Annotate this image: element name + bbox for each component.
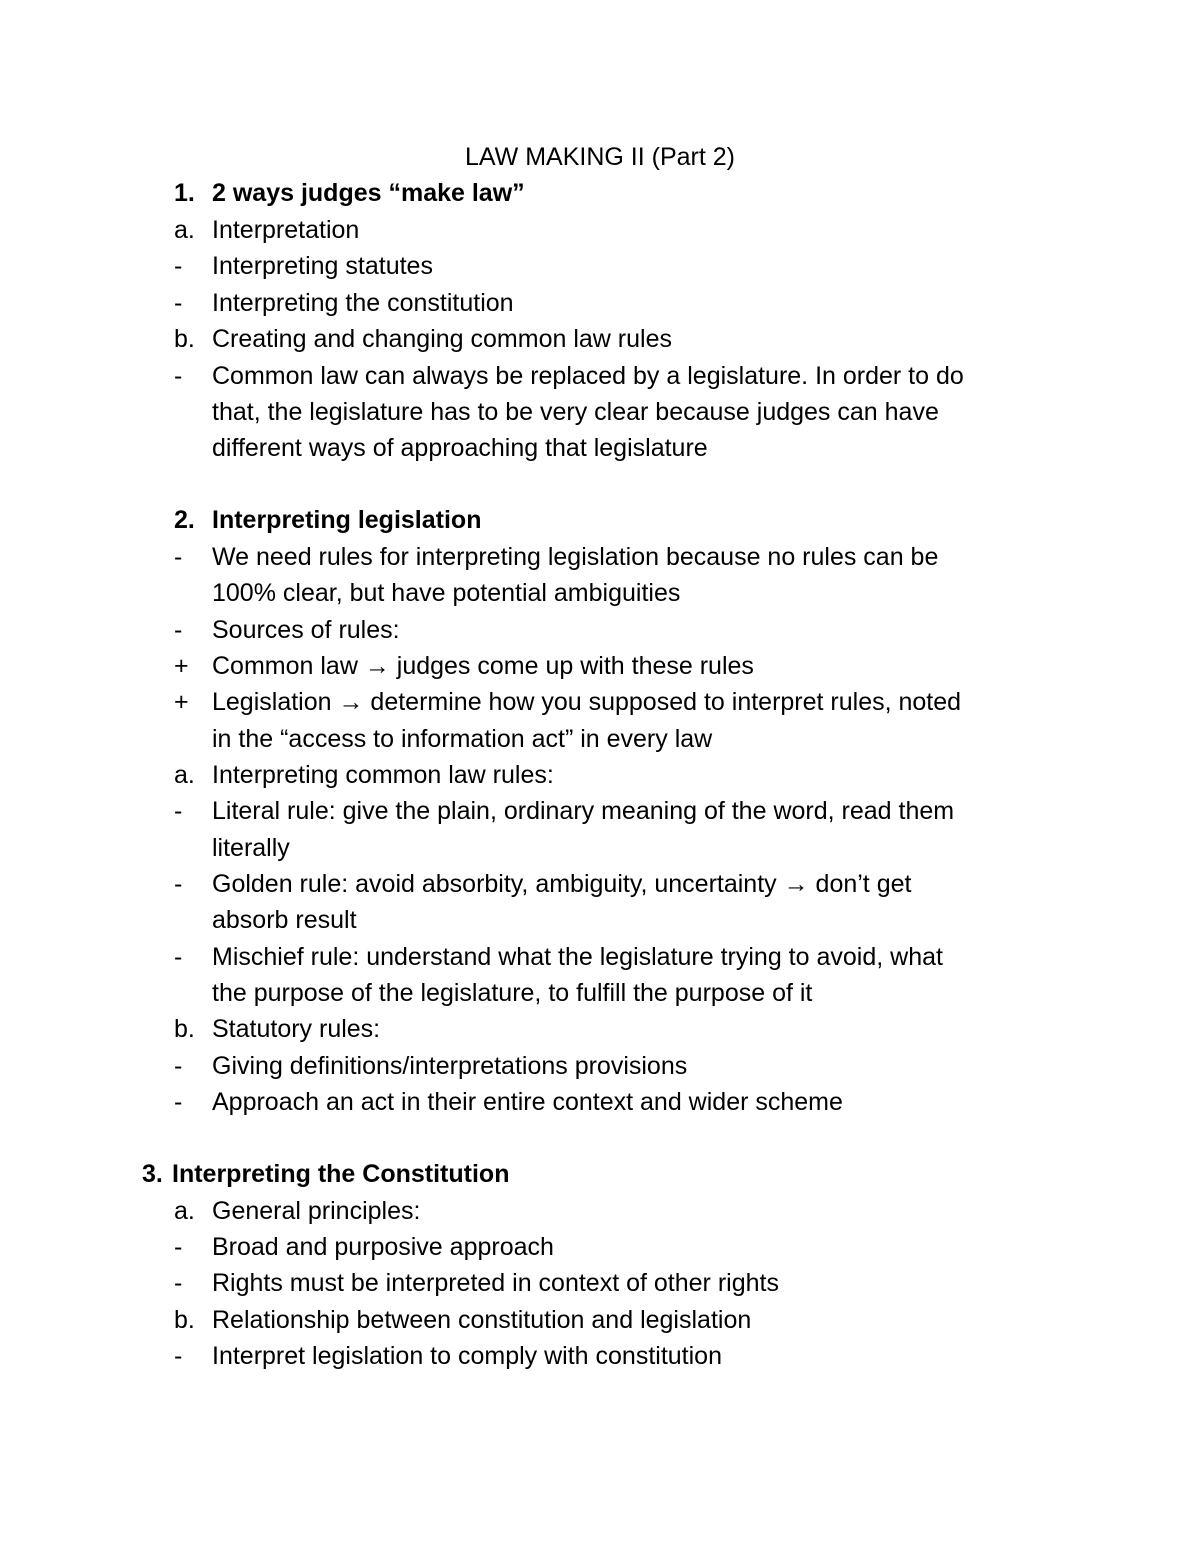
list-text: absorb result (212, 906, 357, 934)
list-text: We need rules for interpreting legislation because no rules can be (212, 543, 939, 571)
list-text: Relationship between constitution and legislation (212, 1306, 752, 1334)
list-text: General principles: (212, 1197, 421, 1225)
list-text: Interpret legislation to comply with constitution (212, 1342, 722, 1370)
list-marker: - (174, 616, 183, 644)
list-text: Approach an act in their entire context and wider scheme (212, 1088, 843, 1116)
list-marker: - (174, 362, 183, 390)
list-text: Statutory rules: (212, 1015, 381, 1043)
list-marker: - (174, 289, 183, 317)
list-text: different ways of approaching that legislature (212, 434, 708, 462)
list-marker: a. (174, 216, 195, 244)
list-text: Legislation → determine how you supposed to interpret rules, noted (212, 688, 962, 716)
list-text: Sources of rules: (212, 616, 400, 644)
list-text: the purpose of the legislature, to fulfill the purpose of it (212, 979, 813, 1007)
list-text: Rights must be interpreted in context of other rights (212, 1269, 779, 1297)
list-marker: a. (174, 761, 195, 789)
list-marker: - (174, 1233, 183, 1261)
list-text: Interpreting common law rules: (212, 761, 554, 789)
list-marker: - (174, 543, 183, 571)
list-text: Interpreting legislation (212, 506, 482, 534)
list-text: Interpreting the Constitution (172, 1160, 510, 1188)
list-text: Interpretation (212, 216, 360, 244)
list-text: Golden rule: avoid absorbity, ambiguity, uncertainty → don’t get (212, 870, 912, 898)
list-text: in the “access to information act” in every law (212, 725, 713, 753)
list-marker: a. (174, 1197, 195, 1225)
list-text: Giving definitions/interpretations provisions (212, 1052, 688, 1080)
list-marker: - (174, 943, 183, 971)
list-marker: 3. (142, 1160, 163, 1188)
list-marker: 2. (174, 506, 195, 534)
list-marker: b. (174, 1306, 195, 1334)
list-marker: - (174, 1052, 183, 1080)
list-text: Creating and changing common law rules (212, 325, 672, 353)
list-marker: + (174, 688, 189, 716)
page-title: LAW MAKING II (Part 2) (465, 143, 735, 171)
list-text: Interpreting statutes (212, 252, 433, 280)
list-text: literally (212, 834, 290, 862)
list-marker: - (174, 797, 183, 825)
list-marker: - (174, 252, 183, 280)
list-text: that, the legislature has to be very clear because judges can have (212, 398, 939, 426)
list-marker: + (174, 652, 189, 680)
list-marker: - (174, 1088, 183, 1116)
list-text: Literal rule: give the plain, ordinary meaning of the word, read them (212, 797, 955, 825)
list-marker: b. (174, 1015, 195, 1043)
list-text: Broad and purposive approach (212, 1233, 554, 1261)
list-text: Mischief rule: understand what the legislature trying to avoid, what (212, 943, 943, 971)
list-marker: - (174, 870, 183, 898)
list-text: Interpreting the constitution (212, 289, 514, 317)
list-text: Common law → judges come up with these rules (212, 652, 754, 680)
list-text: 2 ways judges “make law” (212, 179, 525, 207)
list-marker: 1. (174, 179, 195, 207)
list-marker: - (174, 1342, 183, 1370)
list-marker: b. (174, 325, 195, 353)
list-marker: - (174, 1269, 183, 1297)
list-text: Common law can always be replaced by a legislature. In order to do (212, 362, 964, 390)
list-text: 100% clear, but have potential ambiguities (212, 579, 681, 607)
